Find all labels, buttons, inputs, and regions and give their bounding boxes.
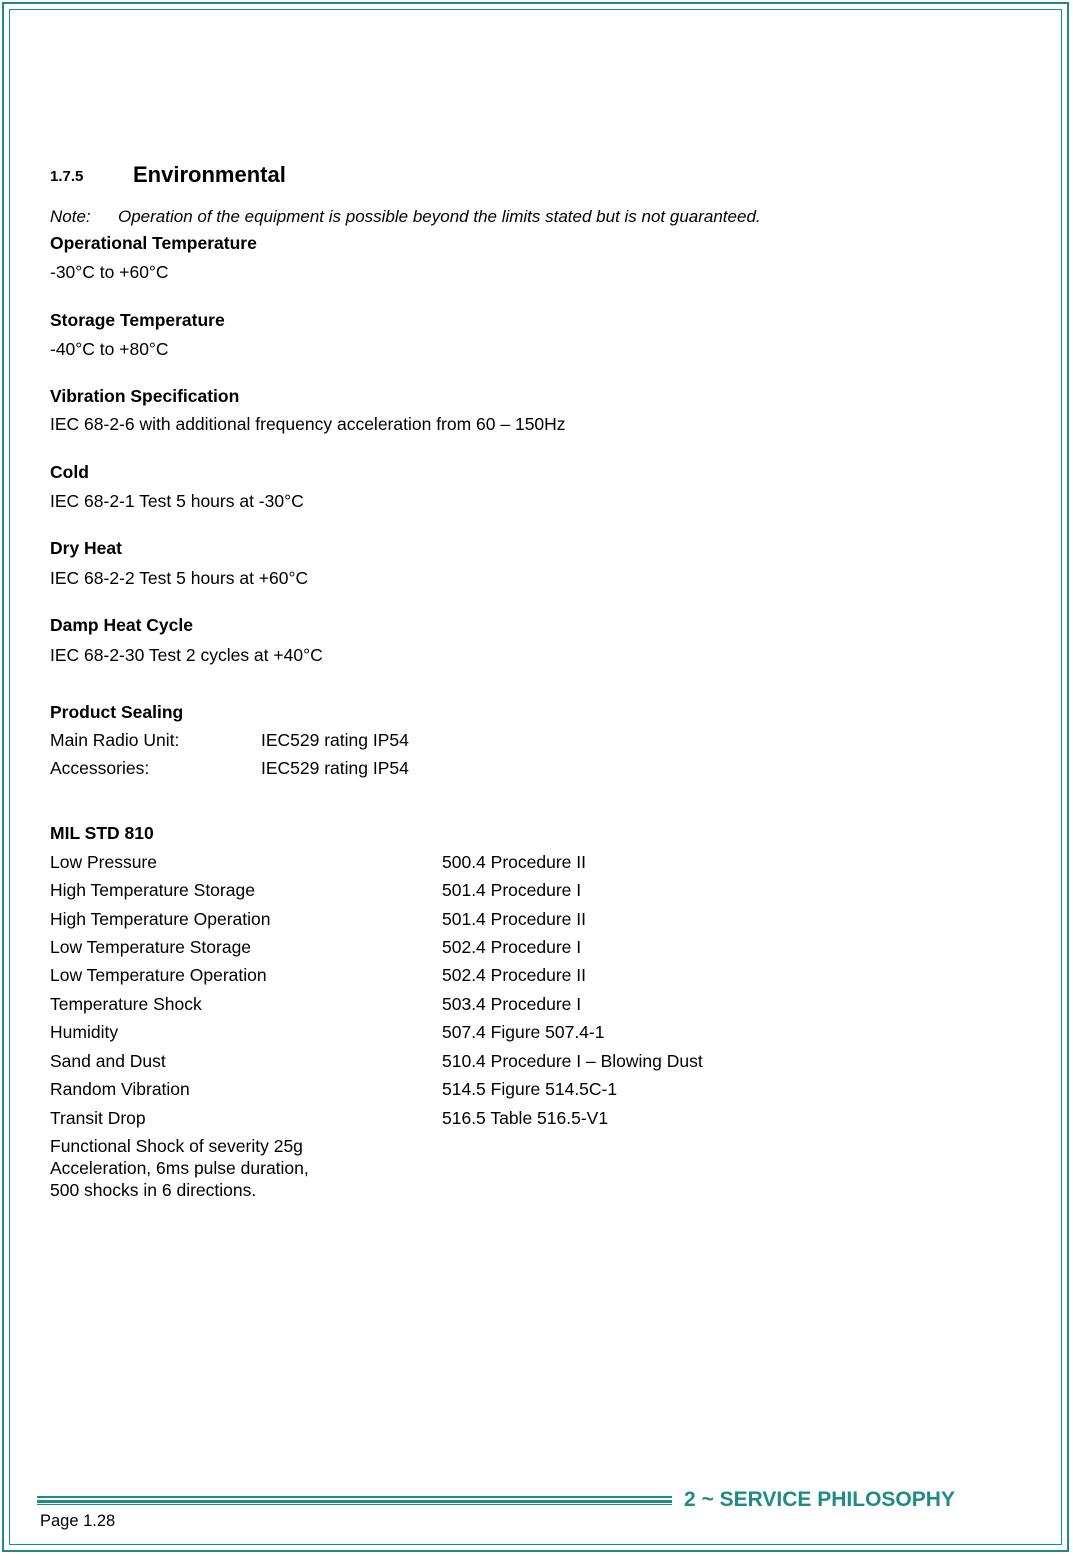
footer-rule — [37, 1496, 672, 1505]
mil-ref: 500.4 Procedure II — [442, 852, 586, 872]
functional-shock — [50, 1135, 309, 1201]
mil-ref: 502.4 Procedure I — [442, 937, 582, 957]
spec-heading: Damp Heat Cycle — [50, 615, 193, 635]
spec-value: IEC 68-2-30 Test 2 cycles at +40°C — [50, 645, 323, 665]
sealing-heading: Product Sealing — [50, 702, 184, 722]
mil-ref: 501.4 Procedure II — [442, 909, 586, 929]
sealing-label: Main Radio Unit: — [50, 730, 180, 750]
spec-value: IEC 68-2-2 Test 5 hours at +60°C — [50, 568, 309, 588]
mil-test: Low Temperature Operation — [50, 965, 267, 985]
spec-value: IEC 68-2-6 with additional frequency acceleration from 60 – 150Hz — [50, 414, 566, 434]
functional-shock-line: 500 shocks in 6 directions. — [50, 1180, 257, 1200]
mil-test: Temperature Shock — [50, 994, 202, 1014]
spec-heading: Cold — [50, 462, 89, 482]
functional-shock-line: Functional Shock of severity 25g — [50, 1136, 303, 1156]
mil-test: Sand and Dust — [50, 1051, 166, 1071]
spec-heading: Vibration Specification — [50, 386, 240, 406]
spec-value: -30°C to +60°C — [50, 262, 169, 282]
section-title: Environmental — [133, 162, 286, 187]
sealing-value: IEC529 rating IP54 — [261, 730, 409, 750]
mil-test: High Temperature Storage — [50, 880, 255, 900]
mil-ref: 507.4 Figure 507.4-1 — [442, 1022, 605, 1042]
mil-test: Random Vibration — [50, 1079, 190, 1099]
chapter-title: 2 ~ SERVICE PHILOSOPHY — [684, 1488, 955, 1511]
sealing-value: IEC529 rating IP54 — [261, 758, 409, 778]
mil-ref: 501.4 Procedure I — [442, 880, 582, 900]
spec-value: -40°C to +80°C — [50, 339, 169, 359]
mil-test: Humidity — [50, 1022, 119, 1042]
spec-heading: Storage Temperature — [50, 310, 225, 330]
mil-ref: 514.5 Figure 514.5C-1 — [442, 1079, 618, 1099]
functional-shock-line: Acceleration, 6ms pulse duration, — [50, 1158, 309, 1178]
spec-heading: Dry Heat — [50, 538, 122, 558]
page-number: Page 1.28 — [40, 1512, 116, 1530]
mil-ref: 502.4 Procedure II — [442, 965, 586, 985]
spec-heading: Operational Temperature — [50, 233, 257, 253]
spec-value: IEC 68-2-1 Test 5 hours at -30°C — [50, 491, 304, 511]
mil-ref: 510.4 Procedure I – Blowing Dust — [442, 1051, 703, 1071]
note-label: Note: — [50, 207, 91, 226]
mil-ref: 503.4 Procedure I — [442, 994, 582, 1014]
note — [50, 207, 761, 227]
mil-test: Low Temperature Storage — [50, 937, 252, 957]
mil-test: High Temperature Operation — [50, 909, 271, 929]
mil-ref: 516.5 Table 516.5-V1 — [442, 1108, 609, 1128]
mil-test: Low Pressure — [50, 852, 157, 872]
section-number: 1.7.5 — [50, 168, 84, 185]
mil-heading: MIL STD 810 — [50, 823, 154, 843]
sealing-label: Accessories: — [50, 758, 150, 778]
mil-test: Transit Drop — [50, 1108, 146, 1128]
note-text: Operation of the equipment is possible beyond the limits stated but is not guaranteed. — [118, 207, 761, 226]
